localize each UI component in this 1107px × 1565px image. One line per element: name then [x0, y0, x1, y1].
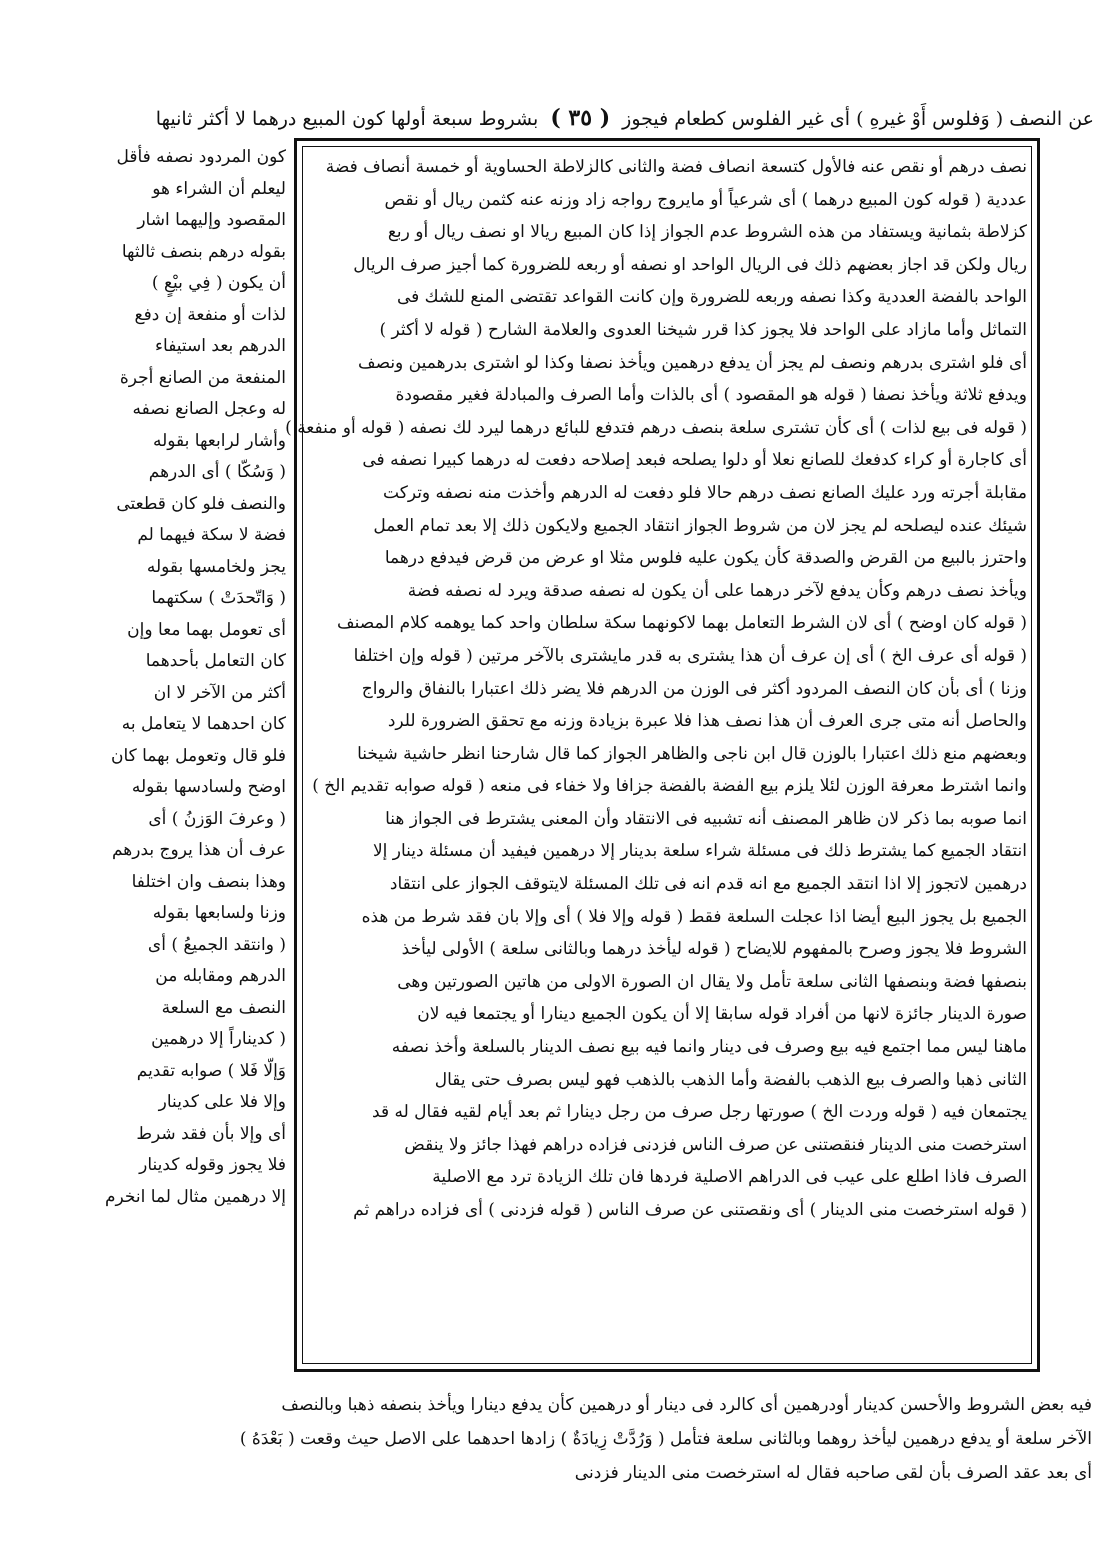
side-commentary: [105, 142, 286, 1382]
commentary-line: الشروط فلا يجوز وصرح بالمفهوم للايضاح ( قوله ليأخذ درهما وبالثانى سلعة ) الأولى ليأخذ: [401, 939, 1027, 960]
commentary-line: ( قوله أى عرف الخ ) أى إن عرف أن هذا يشترى به قدر مايشترى بالآخر مرتين ( قوله وإن اختلفا: [353, 645, 1027, 666]
commentary-line: بنصفها فضة وبنصفها الثانى سلعة تأمل ولا يقال ان الصورة الاولى من هاتين الصورتين وهى: [397, 971, 1027, 992]
bottom-commentary-line: الآخر سلعة أو يدفع درهمين ليأخذ روهما وبالثانى سلعة فتأمل ( وَرُدَّتْ زِيادَةٌ ) زادها احدهما على الاصل حيث وقعت ( بَعْدَهُ ): [239, 1429, 1092, 1449]
commentary-line: وانما اشترط معرفة الوزن لئلا يلزم بيع الفضة بالفضة جزافا ولا خفاء فى منعه ( قوله صوابه تقديم الخ ): [312, 776, 1027, 797]
side-commentary-line: إلا درهمين مثال لما انخرم: [105, 1186, 286, 1207]
commentary-frame: [285, 138, 1040, 1372]
commentary-line: ماهنا ليس مما اجتمع فيه بيع وصرف فى دينار وانما فيه بيع نصف الدينار بالسلعة وأخذ نصفه: [391, 1037, 1027, 1058]
side-commentary-line: عرف أن هذا يروج بدرهم: [111, 840, 286, 860]
commentary-line: شيئك عنده ليصلحه لم يجز لان من شروط الجواز انتقاد الجميع ولايكون ذلك إلا بعد تمام العمل: [373, 515, 1027, 536]
side-commentary-line: كان احدهما لا يتعامل به: [121, 714, 286, 734]
side-commentary-line: النصف مع السلعة: [161, 997, 286, 1018]
side-commentary-line: وإلا فلا على كدينار: [158, 1092, 286, 1112]
commentary-line: الواحد بالفضة العددية وكذا نصفه وربعه للضرورة وإن كانت القواعد تقتضى المنع للشك فى: [396, 287, 1027, 308]
commentary-line: استرخصت منى الدينار فنقصتنى عن صرف الناس فزدنى فزاده دراهم فهذا جائز ولا ينقض: [404, 1134, 1027, 1155]
side-commentary-line: أن يكون ( فِي بيْعٍ ): [151, 273, 286, 293]
commentary-line: ويأخذ نصف درهم وكأن يدفع لآخر درهما على أن يكون له نصفه صدقة ويرد له نصفه فضة: [407, 580, 1027, 601]
side-commentary-line: وَإلّا فَلا ) صوابه تقديم: [136, 1060, 286, 1081]
commentary-line: ويدفع ثلاثة ويأخذ نصفا ( قوله هو المقصود ) أى بالذات وأما الصرف والمبادلة فغير مقصودة: [395, 385, 1027, 406]
commentary-line: صورة الدينار جائزة لانها من أفراد قوله سابقا إلا أن يكون الجميع دينارا أو يجتمعا فيه لان: [417, 1004, 1027, 1025]
side-commentary-line: وهذا بنصف وان اختلفا: [131, 871, 286, 892]
side-commentary-line: الدرهم بعد استيفاء: [155, 336, 286, 356]
page-header: [92, 98, 1094, 138]
commentary-line: والحاصل أنه متى جرى العرف أن هذا نصف هذا فلا عبرة بزيادة وزنه مع تحقق الضرورة للرد: [387, 711, 1027, 732]
side-commentary-line: المقصود وإليهما اشار: [137, 210, 286, 230]
side-commentary-line: كان التعامل بأحدهما: [145, 651, 286, 671]
side-commentary-line: وزنا ولسابعها بقوله: [152, 903, 286, 923]
side-commentary-line: أكثر من الآخر لا ان: [153, 682, 286, 703]
side-commentary-line: لذات أو منفعة إن دفع: [134, 304, 286, 325]
side-commentary-line: ليعلم أن الشراء هو: [152, 178, 286, 199]
side-commentary-line: ( وعرفَ الوَزنُ ) أى: [148, 808, 286, 829]
commentary-line: نصف درهم أو نقص عنه فالأول كتسعة انصاف فضة والثانى كالزلاطة الحساوية أو خمسة أنصاف فضة: [325, 157, 1027, 177]
bottom-commentary-line: أى بعد عقد الصرف بأن لقى صاحبه فقال له استرخصت منى الدينار فزدنى: [574, 1463, 1092, 1483]
bottom-commentary-line: فيه بعض الشروط والأحسن كدينار أودرهمين أى كالرد فى دينار أو درهمين كأن يدفع دينارا ويأخذ بنصفه ذهبا وبالنصف: [281, 1395, 1092, 1415]
commentary-line: وزنا ) أى بأن كان النصف المردود أكثر فى الوزن من الدرهم فلا يضر ذلك اعتبارا بالنفاق والرواج: [361, 678, 1027, 699]
commentary-line: ( قوله استرخصت منى الدينار ) أى ونقصتنى عن صرف الناس ( قوله فزدنى ) أى فزاده دراهم ثم: [353, 1200, 1027, 1220]
side-commentary-line: أى وإلا بأن فقد شرط: [136, 1123, 286, 1144]
commentary-line: التماثل وأما مازاد على الواحد فلا يجوز كذا قرر شيخنا العدوى والعلامة الشارح ( قوله لا أكثر ): [379, 319, 1027, 340]
commentary-line: ( قوله كان اوضح ) أى لان الشرط التعامل بهما لاكونهما سكة سلطان واحد كما يوهمه كلام المصنف: [336, 613, 1027, 634]
side-commentary-line: المنفعة من الصانع أجرة: [119, 367, 286, 388]
commentary-line: ريال ولكن قد اجاز بعضهم ذلك فى الريال الواحد او نصفه أو ربعه للضرورة كما أجيز صرف الريال: [353, 254, 1027, 275]
commentary-line: مقابلة أجرته ورد عليك الصانع نصف درهم حالا فلو دفعت له الدرهم وأخذت منه نصفه وتركت: [383, 482, 1027, 503]
commentary-line: انتقاد الجميع كما يشترط ذلك فى مسئلة شراء سلعة بدينار إلا درهمين فيفيد أن مسئلة دينار إلا: [372, 841, 1027, 862]
commentary-text: [285, 151, 1027, 1227]
side-commentary-line: كون المردود نصفه فأقل: [116, 147, 286, 167]
side-commentary-line: أى تعومل بهما معا وإن: [127, 619, 286, 640]
commentary-line: أى فلو اشترى بدرهم ونصف لم يجز أن يدفع درهمين ويأخذ نصفا وكذا لو اشترى بدرهمين ونصف: [357, 352, 1027, 373]
commentary-line: ( قوله فى بيع لذات ) أى كأن تشترى سلعة بنصف درهم فتدفع للبائع درهما ليرد لك نصفه ( قوله أو منفعة ): [285, 417, 1027, 438]
side-commentary-line: فضة لا سكة فيهما لم: [137, 525, 286, 545]
side-commentary-line: فلا يجوز وقوله كدينار: [139, 1155, 286, 1175]
commentary-line: كزلاطة بثمانية ويستفاد من هذه الشروط عدم الجواز إذا كان المبيع ريالا او نصف ريال أو ربع: [387, 222, 1027, 243]
side-commentary-line: فلو قال وتعومل بهما كان: [110, 745, 286, 766]
commentary-line: واحترز بالبيع من القرض والصدقة كأن يكون عليه فلوس مثلا او عرض من قرض فيدفع درهما: [384, 548, 1027, 569]
side-commentary-line: ( كديناراً إلا درهمين: [151, 1029, 286, 1049]
side-commentary-line: وأشار لرابعها بقوله: [152, 430, 286, 451]
commentary-line: وبعضهم منع ذلك اعتبارا بالوزن قال ابن ناجى والظاهر الجواز كما قال شارحنا انظر حاشية شيخنا: [357, 743, 1027, 764]
commentary-line: الجميع بل يجوز البيع أيضا اذا عجلت السلعة فقط ( قوله وإلا فلا ) أى وإلا بان فقد شرط من هذه: [361, 906, 1027, 927]
side-commentary-line: الدرهم ومقابله من: [155, 966, 286, 986]
commentary-line: درهمين لاتجوز إلا اذا انتقد الجميع مع انه قدم انه فى تلك المسئلة لايتوقف الجواز على انتقاد: [389, 874, 1027, 895]
commentary-line: عددية ( قوله كون المبيع درهما ) أى شرعياً أو مايروج رواجه زاد وزنه عنه كثمن ريال أو نقص: [384, 189, 1027, 210]
commentary-line: انما صوبه بما ذكر لان ظاهر المصنف أنه تشبيه فى الانتقاد وأن المعنى يشترط فى الجواز هنا: [385, 808, 1027, 829]
bottom-commentary: [92, 1388, 1092, 1490]
header-text-right: عن النصف ( وَفلوس أَوْ غيرهِ ) أى غير الفلوس كطعام فيجوز: [622, 108, 1094, 130]
header-text-left: بشروط سبعة أولها كون المبيع درهما لا أكثر ثانيها: [155, 108, 539, 130]
side-commentary-line: يجز ولخامسها بقوله: [146, 556, 286, 577]
side-commentary-line: ( وانتقد الجميعُ ) أى: [147, 934, 286, 955]
side-commentary-line: له وعجل الصانع نصفه: [132, 399, 286, 419]
commentary-line: أى كاجارة أو كراء كدفعك للصانع نعلا أو دلوا يصلحه فبعد إصلاحه دفعت له درهما كبيرا نصفه فى: [362, 450, 1027, 471]
side-commentary-line: ( وَاتّحدَتْ ) سكتهما: [151, 588, 286, 608]
commentary-line: الصرف فاذا اطلع على عيب فى الدراهم الاصلية فردها فان تلك الزيادة ترد مع الاصلية: [432, 1167, 1027, 1188]
side-commentary-line: بقوله درهم بنصف ثالثها: [121, 241, 286, 262]
commentary-line: الثانى ذهبا والصرف بيع الذهب بالفضة وأما الذهب بالذهب فهو ليس بصرف حتى يقال: [434, 1069, 1027, 1090]
side-commentary-line: اوضح ولسادسها بقوله: [131, 777, 286, 797]
side-commentary-line: ( وَسُكّا ) أى الدرهم: [148, 462, 286, 482]
side-commentary-line: والنصف فلو كان قطعتى: [116, 493, 286, 514]
page-number: ( ٣٥ ): [550, 105, 611, 131]
commentary-line: يجتمعان فيه ( قوله وردت الخ ) صورتها رجل صرف من رجل دينارا ثم بعد أيام لقيه فقال له قد: [372, 1102, 1027, 1123]
